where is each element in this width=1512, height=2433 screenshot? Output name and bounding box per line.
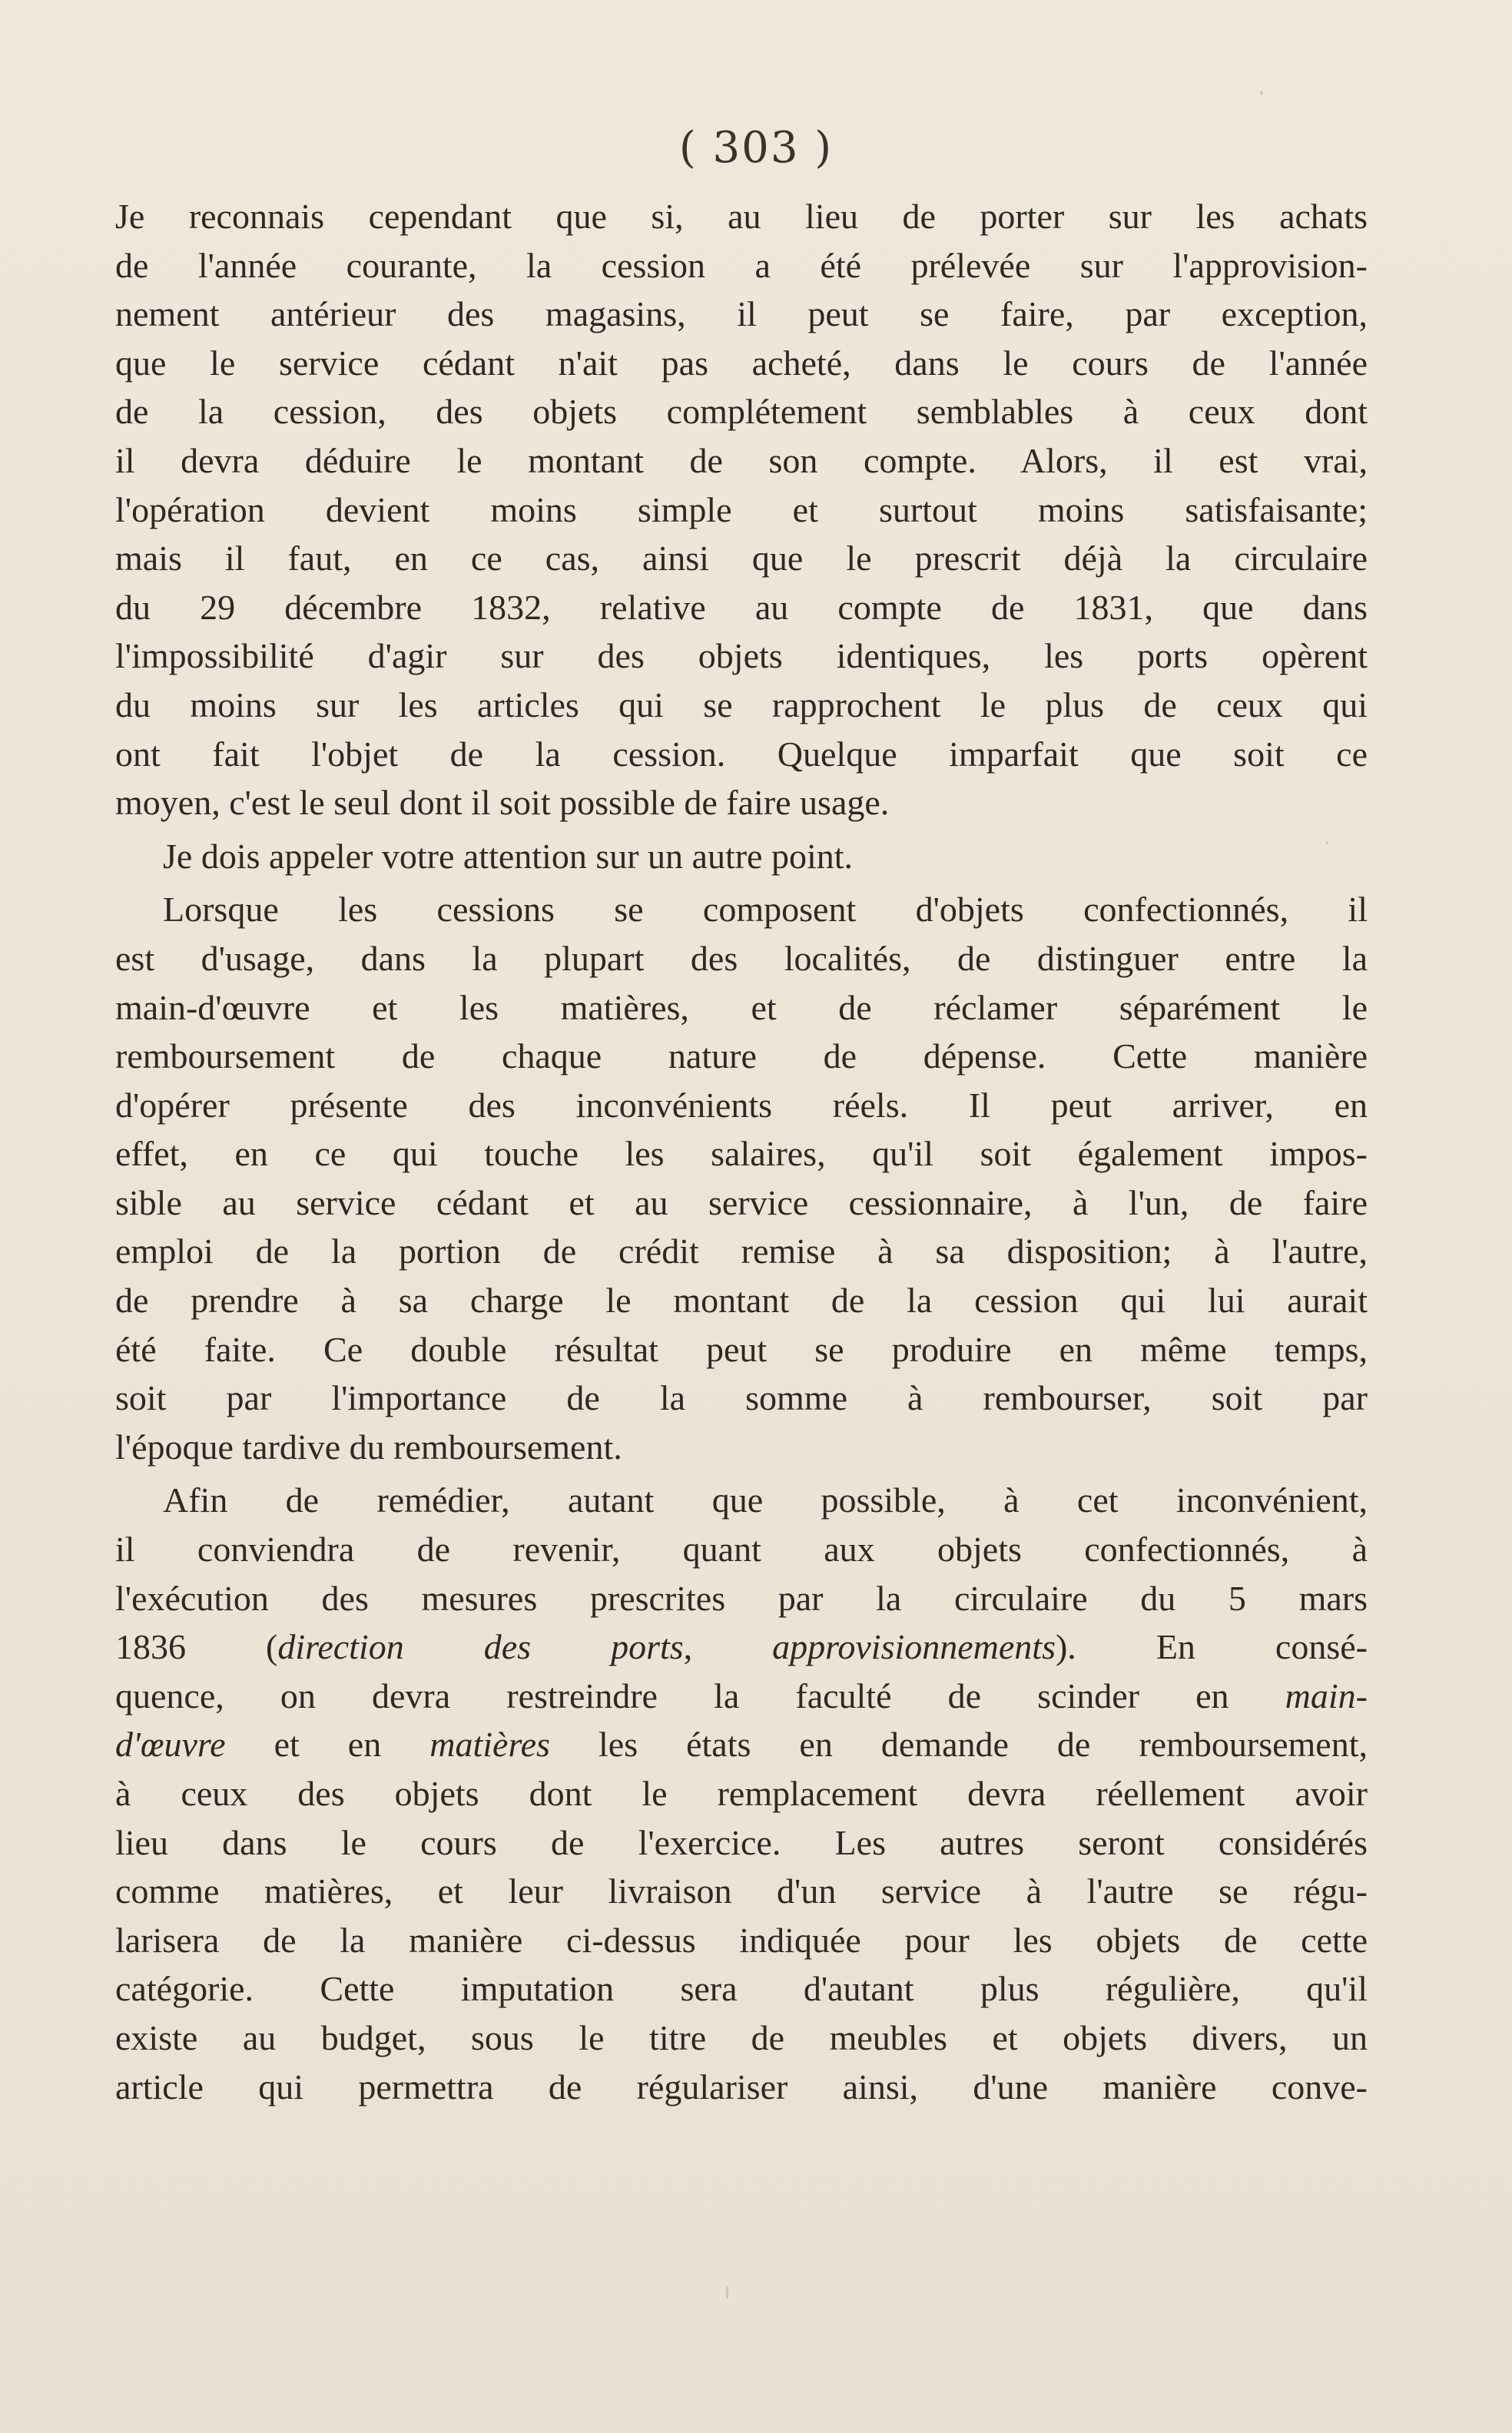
text-line: Lorsque les cessions se composent d'objets confectionnés, il (163, 890, 1368, 930)
paper-speck (1260, 91, 1263, 95)
text-line: l'époque tardive du remboursement. (115, 1427, 622, 1467)
text-line: quence, on devra restreindre la faculté de scinder en main- (115, 1676, 1368, 1715)
text-line: larisera de la manière ci-dessus indiquée pour les objets de cette (115, 1920, 1368, 1960)
text-line: d'opérer présente des inconvénients réels. Il peut arriver, en (115, 1085, 1368, 1125)
text-line: il devra déduire le montant de son compte. Alors, il est vrai, (115, 440, 1368, 480)
paper-speck (1325, 841, 1328, 844)
paragraph (115, 192, 1368, 827)
text-line: main-d'œuvre et les matières, et de réclamer séparément le (115, 987, 1368, 1027)
text-line: Je dois appeler votre attention sur un autre point. (163, 836, 854, 876)
text-line: l'exécution des mesures prescrites par la circulaire du 5 mars (115, 1578, 1368, 1618)
text-line: Je reconnais cependant que si, au lieu de porter sur les achats (115, 197, 1368, 236)
text-line: 1836 (direction des ports, approvisionnements). En consé- (115, 1627, 1368, 1667)
text-line: catégorie. Cette imputation sera d'autant plus régulière, qu'il (115, 1969, 1368, 2009)
text-line: de prendre à sa charge le montant de la cession qui lui aurait (115, 1281, 1368, 1321)
paper-speck (726, 2285, 728, 2299)
text-line: été faite. Ce double résultat peut se produire en même temps, (115, 1329, 1368, 1369)
text-line: il conviendra de revenir, quant aux objets confectionnés, à (115, 1530, 1368, 1570)
text-line: que le service cédant n'ait pas acheté, dans le cours de l'année (115, 343, 1368, 383)
text-line: à ceux des objets dont le remplacement devra réellement avoir (115, 1774, 1368, 1813)
text-line: comme matières, et leur livraison d'un service à l'autre se régu- (115, 1871, 1368, 1911)
page-number: ( 303 ) (678, 123, 834, 173)
text-line: de la cession, des objets complétement semblables à ceux dont (115, 392, 1368, 432)
text-line: sible au service cédant et au service cessionnaire, à l'un, de faire (115, 1182, 1368, 1222)
paragraph (115, 832, 1368, 881)
text-line: emploi de la portion de crédit remise à sa disposition; à l'autre, (115, 1231, 1368, 1271)
text-line: mais il faut, en ce cas, ainsi que le prescrit déjà la circulaire (115, 539, 1368, 578)
text-line: de l'année courante, la cession a été prélevée sur l'approvision- (115, 245, 1368, 285)
paragraph (115, 885, 1368, 1471)
text-line: ont fait l'objet de la cession. Quelque imparfait que soit ce (115, 734, 1368, 774)
text-line: est d'usage, dans la plupart des localités, de distinguer entre la (115, 938, 1368, 978)
text-line: l'impossibilité d'agir sur des objets identiques, les ports opèrent (115, 636, 1368, 676)
text-line: l'opération devient moins simple et surtout moins satisfaisante; (115, 489, 1368, 529)
body-text (115, 192, 1368, 2116)
text-line: d'œuvre et en matières les états en demande de remboursement, (115, 1725, 1368, 1765)
text-line: existe au budget, sous le titre de meubles et objets divers, un (115, 2017, 1368, 2057)
text-line: soit par l'importance de la somme à rembourser, soit par (115, 1378, 1368, 1418)
paragraph (115, 1476, 1368, 2111)
text-line: nement antérieur des magasins, il peut se faire, par exception, (115, 294, 1368, 334)
text-line: remboursement de chaque nature de dépense. Cette manière (115, 1036, 1368, 1076)
text-line: du 29 décembre 1832, relative au compte de 1831, que dans (115, 587, 1368, 627)
text-line: moyen, c'est le seul dont il soit possible de faire usage. (115, 783, 890, 823)
text-line: lieu dans le cours de l'exercice. Les autres seront considérés (115, 1822, 1368, 1862)
text-line: article qui permettra de régulariser ainsi, d'une manière conve- (115, 2067, 1368, 2107)
text-line: du moins sur les articles qui se rapprochent le plus de ceux qui (115, 684, 1368, 724)
text-line: Afin de remédier, autant que possible, à cet inconvénient, (163, 1480, 1368, 1520)
text-line: effet, en ce qui touche les salaires, qu'il soit également impos- (115, 1134, 1368, 1174)
